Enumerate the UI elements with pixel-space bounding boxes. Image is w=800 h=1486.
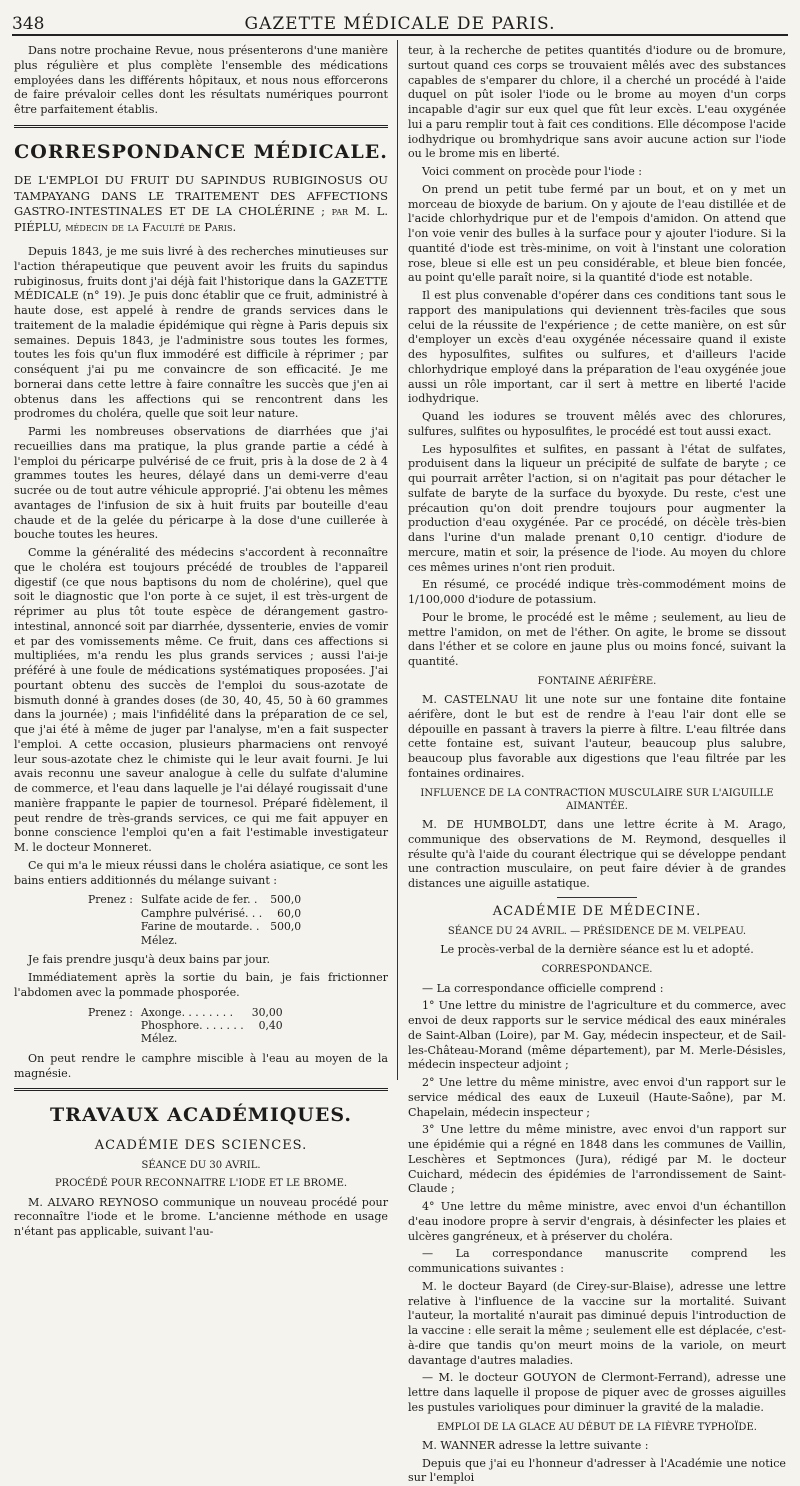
article-paragraph: M. DE HUMBOLDT, dans une lettre écrite à M. Arago, communique des observations de M. Reymond, desquelles il résulte qu'à l'aide du courant électrique qui se développe pendant une contraction musculaire, on peut faire dévier à de grandes distances une aiguille astatique. xyxy=(408,818,786,891)
journal-title: GAZETTE MÉDICALE DE PARIS. xyxy=(244,14,556,34)
column-divider xyxy=(397,40,398,1080)
recipe-quantity xyxy=(266,934,305,947)
seance-date: SÉANCE DU 30 AVRIL. xyxy=(141,1160,261,1172)
article-paragraph: M. WANNER adresse la lettre suivante : xyxy=(422,1438,649,1452)
recipe-prefix: Prenez : xyxy=(88,893,133,907)
recipe-ingredient: Mélez. xyxy=(140,1032,178,1046)
recipe-prefix xyxy=(84,920,137,933)
article-paragraph: 1° Une lettre du ministre de l'agriculture et du commerce, avec envoi de deux rapports sur le service médical des eaux minérales de Saint-Alban (Loire), par M. Gay, médecin inspecteur, et de Sail-les-Château-Morand (même département), par M. Merle-Désisles, médecin inspecteur adjoint ; xyxy=(408,999,786,1072)
article-paragraph: En résumé, ce procédé indique très-commodément moins de 1/100,000 d'iodure de potassium. xyxy=(408,578,786,606)
recipe-prefix xyxy=(84,1032,137,1045)
travaux-heading: TRAVAUX ACADÉMIQUES. xyxy=(50,1104,352,1127)
academie-medecine-heading: ACADÉMIE DE MÉDECINE. xyxy=(492,903,702,919)
page-number: 348 xyxy=(12,14,45,34)
right-column xyxy=(408,44,786,1485)
intro-paragraph: Dans notre prochaine Revue, nous présenterons d'une manière plus régulière et plus complète l'ensemble des médications employées dans les différents hôpitaux, et nous nous efforcerons de faire prévaloir celles dont les résultats numériques pourront être parfaitement établis. xyxy=(14,44,388,116)
recipe-prefix: Prenez : xyxy=(88,1005,133,1019)
correspondance-subheading: CORRESPONDANCE. xyxy=(541,964,653,976)
article-paragraph: Voici comment on procède pour l'iode : xyxy=(422,165,643,178)
article-paragraph: Les hyposulfites et sulfites, en passant à l'état de sulfates, produisent dans la liqueur un précipité de sulfate de baryte ; ce qui pourrait arrêter l'action, si on n'agitait pas pour détacher le sulfate de baryte de la surface du byoxyde. Du reste, c'est une précaution qu'on doit prendre toujours pour augmenter la production d'eau oxygénée. Par ce procédé, on décèle très-bien dans l'urine d'un malade prenant 0,10 centigr. d'iodure de mercure, matin et soir, la présence de l'iode. Au moyen du chlore ces mêmes urines n'ont rien produit. xyxy=(408,442,786,574)
article-paragraph: teur, à la recherche de petites quantités d'iodure ou de bromure, surtout quand ces corps se trouvaient mêlés avec des substances capables de s'emparer du chlore, il a cherché un procédé à l'aide duquel on pût isoler l'iode ou le brome au moyen d'un corps incapable d'agir sur eux quel que fût leur excès. L'eau oxygénée lui a paru remplir tout à fait ces conditions. Elle décompose l'acide iodhydrique ou bromhydrique sans avoir aucune action sur l'iode ou le brome mis en liberté. xyxy=(408,44,786,161)
recipe-quantity: 500,0 xyxy=(270,920,302,934)
recipe-quantity xyxy=(248,1032,287,1045)
recipe-prefix xyxy=(84,907,137,920)
emploi-glace-heading: EMPLOI DE LA GLACE AU DÉBUT DE LA FIÈVRE TYPHOÏDE. xyxy=(437,1421,757,1433)
article-paragraph: On peut rendre le camphre miscible à l'eau au moyen de la magnésie. xyxy=(14,1051,388,1080)
recipe-ingredient: Phosphore. . . . . . . xyxy=(140,1019,244,1032)
article-paragraph: — La correspondance manuscrite comprend les communications suivantes : xyxy=(408,1247,786,1276)
section-divider xyxy=(14,125,388,128)
recipe-pommade xyxy=(14,1006,388,1046)
article-paragraph: Ce qui m'a le mieux réussi dans le choléra asiatique, ce sont les bains entiers additionnés du mélange suivant : xyxy=(14,858,388,887)
recipe-quantity: 0,40 xyxy=(258,1019,283,1032)
article-paragraph: — M. le docteur GOUYON de Clermont-Ferrand), adresse une lettre dans laquelle il propose de piquer avec de grosses aiguilles les pustules varioliques pour diminuer la gravité de la maladie. xyxy=(408,1371,786,1414)
recipe-quantity: 500,0 xyxy=(270,893,302,907)
recipe-prefix xyxy=(84,1019,137,1032)
seance-medecine: SÉANCE DU 24 AVRIL. — PRÉSIDENCE DE M. VELPEAU. xyxy=(447,926,747,938)
recipe-quantity: 30,00 xyxy=(251,1005,283,1019)
recipe-ingredient: Farine de moutarde. . xyxy=(140,920,260,934)
procede-heading: PROCÉDÉ POUR RECONNAITRE L'IODE ET LE BROME. xyxy=(54,1178,348,1190)
article-paragraph: 3° Une lettre du même ministre, avec envoi d'un rapport sur une épidémie qui a régné en 1848 dans les communes de Vaillin, Leschères et Septmonces (Jura), rédigé par M. le docteur Cuichard, médecin des épidémies de l'arrondissement de Saint-Claude ; xyxy=(408,1123,786,1196)
article-paragraph: Quand les iodures se trouvent mêlés avec des chlorures, sulfures, sulfites ou hyposulfites, le procédé est tout aussi exact. xyxy=(408,410,786,438)
article-paragraph: Immédiatement après la sortie du bain, je fais frictionner l'abdomen avec la pommade phosporée. xyxy=(14,971,388,999)
article-paragraph: Je fais prendre jusqu'à deux bains par jour. xyxy=(28,953,270,967)
short-divider xyxy=(557,897,637,898)
article-paragraph: Il est plus convenable d'opérer dans ces conditions tant sous le rapport des manipulations qui deviennent très-faciles que sous celui de la réussite de l'expérience ; de cette manière, on est sûr d'employer un excès d'eau oxygénée nécessaire quand il existe des hyposulfites, sulfites ou sulfures, et d'ailleurs l'acide chlorhydrique employé dans la préparation de l'eau oxygénée joue aussi un rôle important, car il sert à mettre en liberté l'acide iodhydrique. xyxy=(408,289,786,406)
article-paragraph: On prend un petit tube fermé par un bout, et on y met un morceau de bioxyde de barium. On y ajoute de l'eau distillée et de l'acide chlorhydrique pur et de l'empois d'amidon. On attend que l'on voie venir des bulles à la surface pour y ajouter l'iodure. Si la quantité d'iode est très-minime, on voit à l'instant une coloration rose, bleue si elle est un peu considérable, et bleue bien foncée, au point qu'elle paraît noire, si la quantité d'iode est notable. xyxy=(408,182,786,285)
article-paragraph: Pour le brome, le procédé est le même ; seulement, au lieu de mettre l'amidon, on met de l'éther. On agite, le brome se dissout dans l'éther et se colore en jaune plus ou moins foncé, suivant la quantité. xyxy=(408,610,786,668)
article-paragraph: M. CASTELNAU lit une note sur une fontaine dite fontaine aérifère, dont le but est de rendre à l'eau l'air dont elle se dépouille en passant à travers la pierre à filtre. L'eau filtrée dans cette fontaine est, suivant l'auteur, beaucoup plus salubre, beaucoup plus favorable aux digestions que l'eau filtrée par les fontaines ordinaires. xyxy=(408,693,786,780)
recipe-prefix xyxy=(84,934,137,947)
correspondance-heading: CORRESPONDANCE MÉDICALE. xyxy=(14,140,388,163)
article-paragraph: Depuis que j'ai eu l'honneur d'adresser à l'Académie une notice sur l'emploi xyxy=(408,1456,786,1485)
article-paragraph: 4° Une lettre du même ministre, avec envoi d'un échantillon d'eau inodore propre à servir d'engrais, à désinfecter les plaies et ulcères gangréneux, et à préserver du choléra. xyxy=(408,1200,786,1243)
section-divider xyxy=(14,1088,388,1091)
recipe-ingredient: Mélez. xyxy=(140,933,178,947)
article-paragraph: — La correspondance officielle comprend : xyxy=(422,981,664,995)
page-header xyxy=(12,8,788,36)
recipe-ingredient: Camphre pulvérisé. . . xyxy=(140,906,263,920)
article-paragraph: Comme la généralité des médecins s'accordent à reconnaître que le choléra est toujours précédé de troubles de l'appareil digestif (ce que nous baptisons du nom de cholérine), quel que soit le diagnostic que l'on porte à ce sujet, il est très-urgent de réprimer au plus tôt toute espèce de dérangement gastro-intestinal, annoncé soit par diarrhée, dyssenterie, envies de vomir et par des vomissements même. Ce fruit, dans ces affections si multipliées, m'a rendu les plus grands services ; aussi l'ai-je préféré à une foule de médications systématiques proposées. J'ai pourtant obtenu des succès de l'emploi du sous-azotate de bismuth donné à grandes doses (de 30, 40, 45, 50 à 60 grammes dans la journée) ; mais l'infidélité dans la préparation de ce sel, que j'ai été à même de juger par l'analyse, m'en a fait suspecter l'emploi. A cette occasion, plusieurs pharmaciens ont renvoyé leur sous-azotate chez le chimiste qui le leur avait fourni. Je lui avais reconnu une saveur analogue à celle du sulfate d'alumine de commerce, et l'eau dans laquelle je l'ai délayé rougissait d'une manière frappante le papier de tournesol. Préparé fidèlement, il peut rendre de très-grands services, ce qui me fait appuyer en bonne conscience l'emploi qu'en a fait l'estimable investigateur M. le docteur Monneret. xyxy=(14,546,388,855)
article-paragraph: Depuis 1843, je me suis livré à des recherches minutieuses sur l'action thérapeutique que peuvent avoir les fruits du sapindus rubiginosus, fruits dont j'ai déjà fait l'historique dans la GAZETTE MÉDICALE (n° 19). Je puis donc établir que ce fruit, administré à haute dose, est appelé à rendre de grands services dans le traitement de la maladie épidémique qui règne à Paris depuis six semaines. Depuis 1843, je l'administre sous toutes les formes, toutes les fois qu'un flux immodéré est difficile à réprimer ; par conséquent j'ai pu me convaincre de son efficacité. Je me bornerai dans cette lettre à faire connaître les succès que j'en ai obtenus dans les affections qui se rencontrent dans les prodromes du choléra, quelle que soit leur nature. xyxy=(14,245,388,421)
recipe-baths xyxy=(14,893,388,947)
article-paragraph: M. ALVARO REYNOSO communique un nouveau procédé pour reconnaître l'iode et le brome. L'ancienne méthode en usage n'étant pas applicable, suivant l'au- xyxy=(14,1195,388,1239)
article-paragraph: Parmi les nombreuses observations de diarrhées que j'ai recueillies dans ma pratique, la plus grande partie a cédé à l'emploi du péricarpe pulvérisé de ce fruit, pris à la dose de 2 à 4 grammes toutes les heures, délayé dans un demi-verre d'eau sucrée ou de tout autre véhicule approprié. J'ai obtenu les mêmes avantages de l'infusion de six à huit fruits par bouteille d'eau chaude et de la gelée du péricarpe à la dose d'une cuillerée à bouche toutes les heures. xyxy=(14,425,388,542)
article-paragraph: 2° Une lettre du même ministre, avec envoi d'un rapport sur le service médical des eaux de Luxeuil (Haute-Saône), par M. Chapelain, médecin inspecteur ; xyxy=(408,1076,786,1119)
recipe-ingredient: Axonge. . . . . . . . xyxy=(140,1005,234,1019)
fontaine-heading: FONTAINE AÉRIFÈRE. xyxy=(537,675,657,687)
article-paragraph: M. le docteur Bayard (de Cirey-sur-Blaise), adresse une lettre relative à l'influence de la vaccine sur la mortalité. Suivant l'auteur, la mortalité n'aurait pas diminué depuis l'introduction de la vaccine : elle serait la même ; seulement elle est déplacée, c'est-à-dire que tandis qu'on meurt moins de la variole, on meurt davantage d'autres maladies. xyxy=(408,1279,786,1367)
influence-heading: INFLUENCE DE LA CONTRACTION MUSCULAIRE SUR L'AIGUILLE AIMANTÉE. xyxy=(420,787,774,812)
left-column xyxy=(14,44,388,1239)
proces-verbal: Le procès-verbal de la dernière séance est lu et adopté. xyxy=(440,943,754,957)
academie-sciences-heading: ACADÉMIE DES SCIENCES. xyxy=(94,1137,308,1153)
recipe-ingredient: Sulfate acide de fer. . xyxy=(140,893,258,907)
recipe-quantity: 60,0 xyxy=(277,906,302,920)
article-title: DE L'EMPLOI DU FRUIT DU SAPINDUS RUBIGINOSUS OU TAMPAYANG DANS LE TRAITEMENT DES AFFECTIONS GASTRO-INTESTINALES ET DE LA CHOLÉRINE ; par M. L. PIÉPLU, médecin de la Faculté de Paris. xyxy=(14,173,388,234)
